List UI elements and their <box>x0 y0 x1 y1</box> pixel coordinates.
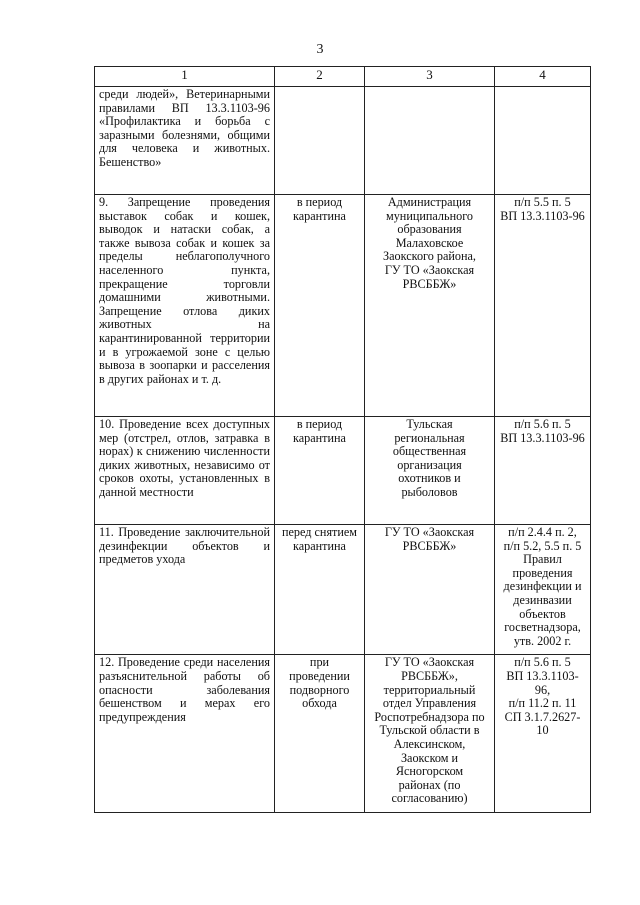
column-header-3: 3 <box>365 67 495 87</box>
measures-table <box>94 66 591 813</box>
basis-cell: п/п 5.6 п. 5 ВП 13.3.1103-96, п/п 11.2 п. 11 СП 3.1.7.2627-10 <box>495 655 591 813</box>
page-number: 3 <box>316 42 324 57</box>
period-cell: в период карантина <box>275 417 365 525</box>
measure-cell: 11. Проведение заключительной дезинфекции объектов и предметов ухода <box>95 525 275 655</box>
column-header-4: 4 <box>495 67 591 87</box>
table-row <box>95 417 591 525</box>
responsible-cell: Администрация муниципального образования Малаховское Заокского района, ГУ ТО «Заокская РВСББЖ» <box>365 195 495 417</box>
measure-cell: 10. Проведение всех доступных мер (отстрел, отлов, затравка в норах) к снижению численности диких животных, независимо от сроков охоты, установленных в данной местности <box>95 417 275 525</box>
responsible-cell: ГУ ТО «Заокская РВСББЖ» <box>365 525 495 655</box>
period-cell: перед снятием карантина <box>275 525 365 655</box>
measure-cell: 12. Проведение среди населения разъяснительной работы об опасности заболевания бешенством и мерах его предупреждения <box>95 655 275 813</box>
measure-cell: среди людей», Ветеринарными правилами ВП 13.3.1103-96 «Профилактика и борьба с заразными болезнями, общими для человека и животных. Бешенство» <box>95 87 275 195</box>
basis-cell: п/п 2.4.4 п. 2, п/п 5.2, 5.5 п. 5 Правил проведения дезинфекции и дезинвазии объектов госветнадзора, утв. 2002 г. <box>495 525 591 655</box>
table-row <box>95 525 591 655</box>
period-cell <box>275 87 365 195</box>
responsible-cell <box>365 87 495 195</box>
column-header-2: 2 <box>275 67 365 87</box>
table-row <box>95 195 591 417</box>
column-header-1: 1 <box>95 67 275 87</box>
responsible-cell: ГУ ТО «Заокская РВСББЖ», территориальный отдел Управления Роспотребнадзора по Тульской области в Алексинском, Заокском и Ясногорском районах (по согласованию) <box>365 655 495 813</box>
table-row <box>95 87 591 195</box>
period-cell: в период карантина <box>275 195 365 417</box>
basis-cell <box>495 87 591 195</box>
table-header-row <box>95 67 591 87</box>
table-row <box>95 655 591 813</box>
basis-cell: п/п 5.5 п. 5 ВП 13.3.1103-96 <box>495 195 591 417</box>
responsible-cell: Тульская региональная общественная организация охотников и рыболовов <box>365 417 495 525</box>
measure-cell: 9. Запрещение проведения выставок собак и кошек, выводок и натаски собак, а также вывоза собак и кошек за пределы неблагополучного населенного пункта, прекращение торговли домашними животными. Запрещение отлова диких животных на карантинированной территории и в угрожаемой зоне с целью вывоза в зоопарки и расселения в других районах и т. д. <box>95 195 275 417</box>
basis-cell: п/п 5.6 п. 5 ВП 13.3.1103-96 <box>495 417 591 525</box>
period-cell: при проведении подворного обхода <box>275 655 365 813</box>
